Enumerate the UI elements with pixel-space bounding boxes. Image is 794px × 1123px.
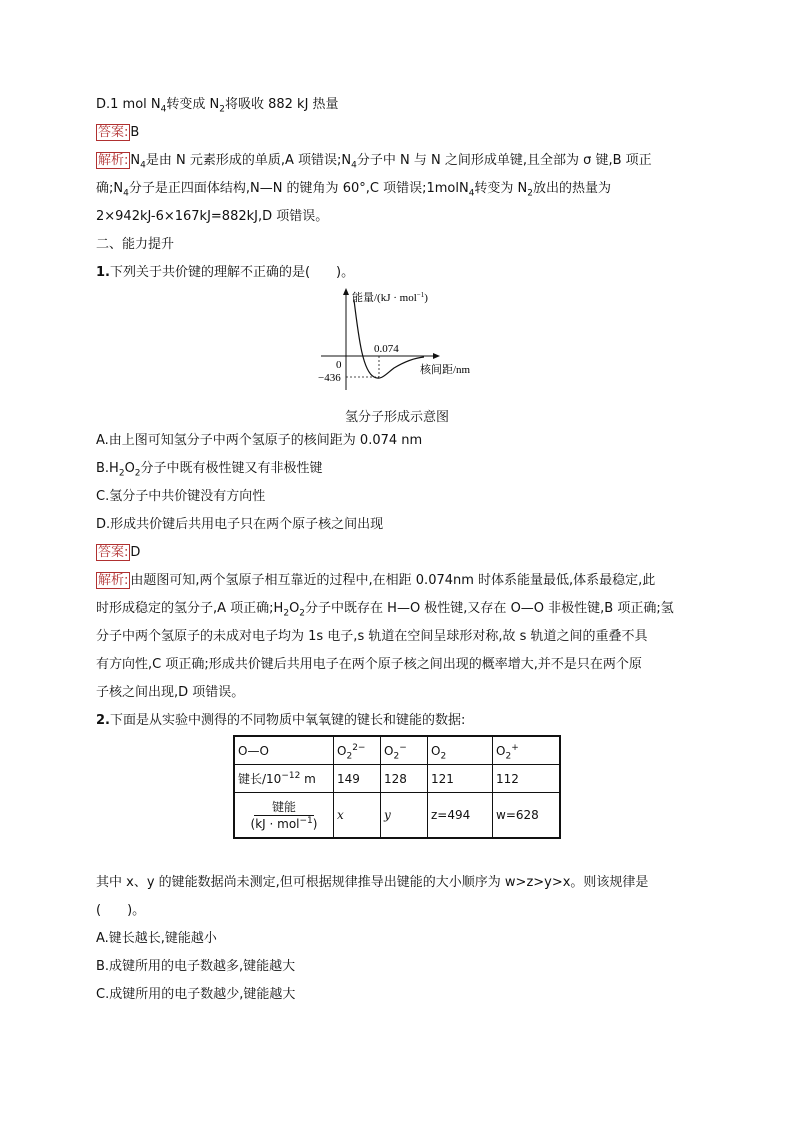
q2-follow-line-2: ( )。 bbox=[96, 903, 146, 918]
table-cell: z=494 bbox=[428, 793, 493, 839]
prev-answer: 答案: B bbox=[98, 125, 140, 140]
q1-option-c: C.氢分子中共价键没有方向性 bbox=[96, 489, 266, 504]
hydrogen-energy-figure bbox=[316, 286, 486, 396]
explain-tag: 解析: bbox=[98, 573, 129, 588]
table-cell: x bbox=[334, 793, 381, 839]
header-cell: $O_2^{2-}$ bbox=[334, 736, 381, 765]
q1-answer: 答案: D bbox=[98, 545, 141, 560]
q1-option-d: D.形成共价键后共用电子只在两个原子核之间出现 bbox=[96, 517, 384, 532]
q1-explain-line-3: 分子中两个氢原子的未成对电子均为 1s 电子,s 轨道在空间呈球形对称,故 s 轨道之间的重叠不具 bbox=[96, 629, 648, 644]
prev-explain-line-2: 确$;N_4$分子是正四面体结构,N—N 的键角为 60°,C 项错误;1molN$_4$转变为 $N_2$放出的热量为 bbox=[96, 181, 612, 199]
table-cell: 112 bbox=[493, 765, 561, 793]
q1-stem: 1.下列关于共价键的理解不正确的是( )。 bbox=[96, 265, 355, 280]
q1-option-a: A.由上图可知氢分子中两个氢原子的核间距为 0.074 nm bbox=[96, 433, 423, 448]
prev-explain-line-3: 2×942kJ-6×167kJ=882kJ,D 项错误。 bbox=[96, 209, 329, 224]
x-mark-label: 0.074 bbox=[374, 343, 399, 355]
table-header-row bbox=[234, 736, 560, 765]
table-row bbox=[234, 793, 560, 839]
q2-follow-line-1: 其中 x、y 的键能数据尚未测定,但可根据规律推导出键能的大小顺序为 w>z>y>x。则该规律是 bbox=[96, 875, 649, 890]
header-cell: $O_2^+$ bbox=[493, 736, 561, 765]
origin-label: 0 bbox=[336, 359, 342, 371]
table-cell: 149 bbox=[334, 765, 381, 793]
figure-caption: 氢分子形成示意图 bbox=[344, 410, 449, 425]
answer-tag: 答案: bbox=[98, 545, 129, 560]
q2-stem: 2.下面是从实验中测得的不同物质中氧氧键的键长和键能的数据: bbox=[96, 713, 466, 728]
table-cell: 121 bbox=[428, 765, 493, 793]
answer-tag: 答案: bbox=[98, 125, 129, 140]
y-axis-label: 能量/(kJ · mol$^{-1}$) bbox=[352, 291, 428, 304]
energy-curve bbox=[354, 300, 424, 378]
prev-explain-line-1: 解析: $N_4$是由 N 元素形成的单质,A 项错误$;N_4$分子中 N 与 N 之间形成单键,且全部为 σ 键,B 项正 bbox=[98, 153, 652, 171]
q2-option-b: B.成键所用的电子数越多,键能越大 bbox=[96, 959, 296, 974]
header-cell: $O_2$ bbox=[428, 736, 493, 765]
q1-explain-line-1: 解析: 由题图可知,两个氢原子相互靠近的过程中,在相距 0.074nm 时体系能量最低,体系最稳定,此 bbox=[98, 573, 656, 588]
q1-explain-line-2: 时形成稳定的氢分子,A 项正确$;H_2O_2$分子中既存在 H—O 极性键,又存在 O—O 非极性键,B 项正确;氢 bbox=[96, 601, 674, 619]
table-row bbox=[234, 765, 560, 793]
row-label: 键长$/10^{-12}$ m bbox=[234, 765, 334, 793]
section-title: 二、能力提升 bbox=[96, 237, 175, 252]
q2-option-c: C.成键所用的电子数越少,键能越大 bbox=[96, 987, 296, 1002]
header-cell: $O_2^-$ bbox=[381, 736, 428, 765]
bond-data-table bbox=[233, 735, 561, 839]
q1-explain-line-4: 有方向性,C 项正确;形成共价键后共用电子在两个原子核之间出现的概率增大,并不是只在两个原 bbox=[96, 657, 642, 672]
header-cell: O—O bbox=[234, 736, 334, 765]
explain-tag: 解析: bbox=[98, 153, 129, 168]
q2-option-a: A.键长越长,键能越小 bbox=[96, 931, 217, 946]
x-axis-label: 核间距/nm bbox=[420, 364, 471, 376]
prev-option-d: D.1 mol $N_4$转变成 $N_2$将吸收 882 kJ 热量 bbox=[96, 97, 339, 115]
row-label: 键能 (kJ · mol$^{-1}$) bbox=[234, 793, 334, 839]
y-axis-arrow bbox=[343, 288, 349, 295]
table-cell: 128 bbox=[381, 765, 428, 793]
q1-explain-line-5: 子核之间出现,D 项错误。 bbox=[96, 685, 245, 700]
y-mark-label: −436 bbox=[318, 372, 341, 384]
table-cell: w=628 bbox=[493, 793, 561, 839]
q1-option-b: $B.H_2O_2$分子中既有极性键又有非极性键 bbox=[96, 461, 323, 479]
x-axis-arrow bbox=[433, 353, 440, 359]
table-cell: y bbox=[381, 793, 428, 839]
